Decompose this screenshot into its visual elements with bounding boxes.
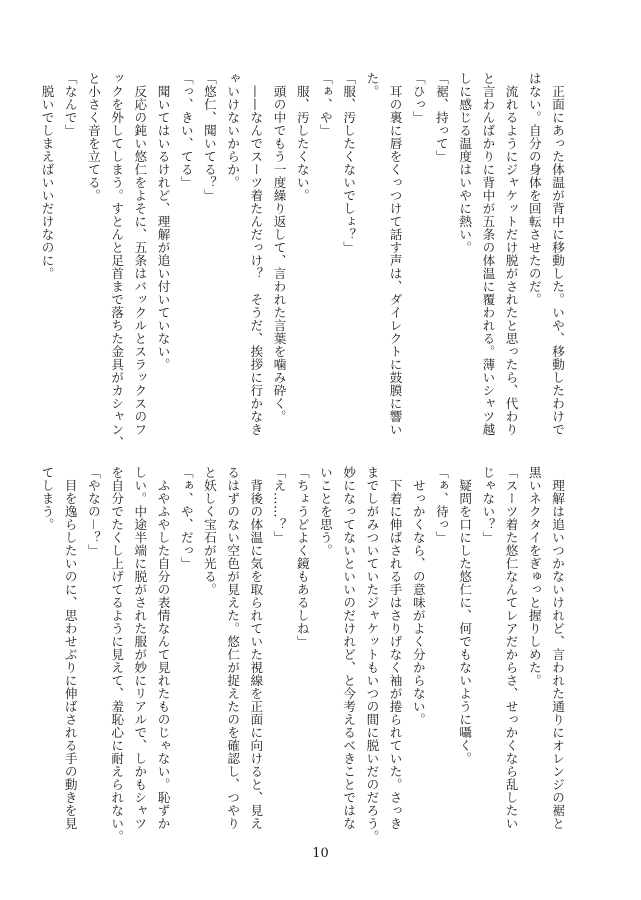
text-line: 疑問を口にした悠仁に、何でもないように囁く。 — [457, 466, 473, 765]
text-line: 妙になってないといいのだけれど、と今考えるべきことではな — [341, 466, 357, 830]
text-line: 反応の鈍い悠仁をよそに、五条はバックルとスラックスのフ — [132, 72, 148, 436]
text-line: 正面にあった体温が背中に移動した。いや、移動したわけで — [550, 72, 565, 436]
text-line: 理解は追いつかないけれど、言われた通りにオレンジの裾と — [550, 466, 565, 830]
text-line: 「やなの－？」 — [85, 466, 101, 557]
text-line: 脱いでしまえばいいだけなのに。 — [39, 72, 55, 280]
text-line: しに感じる温度はいやに熱い。 — [457, 72, 473, 254]
text-line: 「ぁ、や」 — [317, 72, 333, 137]
text-line: 「スーツ着た悠仁なんてレアだからさ、せっかくなら乱したい — [503, 466, 519, 830]
text-line: 「ひっ」 — [410, 72, 426, 124]
text-line: と小さく音を立てる。 — [85, 72, 101, 202]
text-line: 「裾、持って」 — [433, 72, 449, 163]
text-line: じゃない？」 — [480, 466, 496, 544]
text-block-lower — [39, 466, 569, 843]
text-line: しい。中途半端に脱がされた服が妙にリアルで、しかもシャツ — [132, 466, 148, 830]
text-line: 黒いネクタイをぎゅっと握りしめた。 — [526, 466, 542, 687]
text-line: 耳の裏に唇をくっつけて話す声は、ダイレクトに鼓膜に響い — [387, 72, 403, 436]
text-line: 「なんで」 — [62, 72, 78, 137]
text-line: ゃいけないからか。 — [225, 72, 241, 189]
text-line: までしがみついていたジャケットもいつの間に脱いだのだろう。 — [364, 466, 380, 843]
text-line: 頭の中でもう一度繰り返して、言われた言葉を噛み砕く。 — [271, 72, 287, 423]
page-number: 10 — [312, 846, 329, 861]
text-line: はない。自分の身体を回転させたのだ。 — [526, 72, 542, 306]
text-line: 「え……？」 — [271, 466, 287, 544]
text-line: せっかくなら、の意味がよく分からない。 — [410, 466, 426, 726]
text-line: てしまう。 — [39, 466, 55, 531]
text-line: 「ぁ、や、だっ」 — [178, 466, 194, 570]
text-line: るはずのない空色が見えた。悠仁が捉えたのを確認し、つやり — [225, 466, 241, 830]
text-line: いことを思う。 — [317, 466, 333, 557]
text-line: 下着に伸ばされる手はさりげなく袖が捲られていた。さっき — [387, 466, 403, 830]
text-line: ふやふやした自分の表情なんて見れたものじゃない。恥ずか — [155, 466, 171, 830]
text-line: ——なんでスーツ着たんだっけ？ そうだ、挨拶に行かなき — [248, 72, 264, 436]
text-line: 流れるようにジャケットだけ脱がされたと思ったら、代わり — [503, 72, 519, 436]
text-line: ックを外してしまう。すとんと足首まで落ちた金具がカシャン、 — [109, 72, 125, 449]
text-line: と言わんばかりに背中が五条の体温に覆われる。薄いシャツ越 — [480, 72, 496, 436]
text-line: と妖しく宝石が光る。 — [201, 466, 217, 596]
text-line: を自分でたくし上げてるように見えて、羞恥心に耐えられない。 — [109, 466, 125, 843]
text-line: 「ちょうどよく鏡もあるしね」 — [294, 466, 310, 648]
text-line: 「悠仁、聞いてる？」 — [201, 72, 217, 202]
text-line: 聞いてはいるけれど、理解が追い付いていない。 — [155, 72, 171, 371]
text-line: た。 — [364, 72, 380, 98]
text-line: 「服、汚したくないでしょ？」 — [341, 72, 357, 254]
text-line: 「っ、きい、てる」 — [178, 72, 194, 189]
text-line: 「ぁ、待っ」 — [433, 466, 449, 544]
text-line: 目を逸らしたいのに、思わせぶりに伸ばされる手の動きを見 — [62, 466, 78, 830]
text-block-upper — [39, 72, 569, 449]
text-line: 服、汚したくない。 — [294, 72, 310, 202]
text-line: 背後の体温に気を取られていた視線を正面に向けると、見え — [248, 466, 264, 830]
